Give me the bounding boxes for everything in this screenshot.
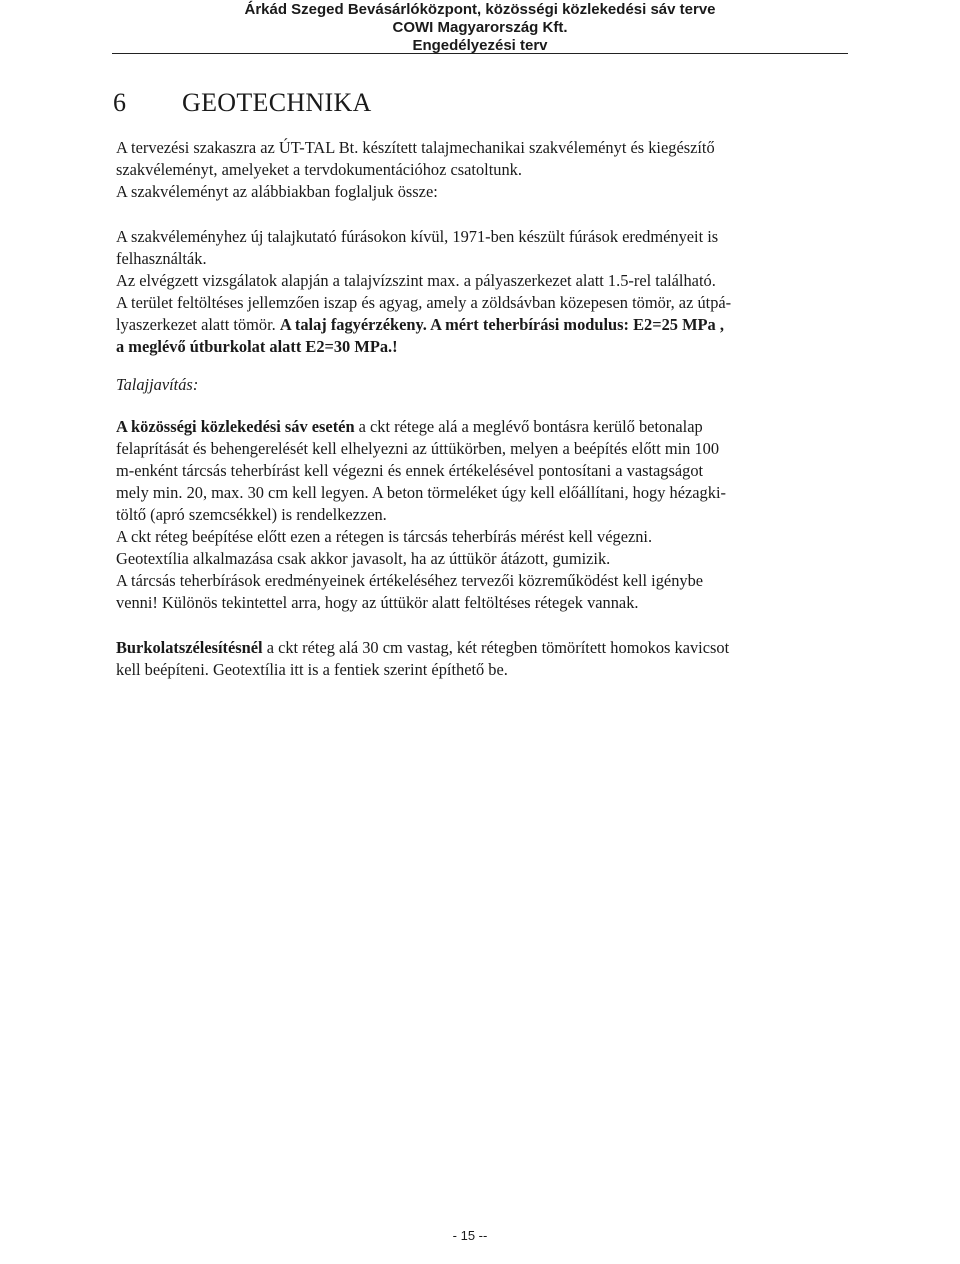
existing-pavement-modulus: a meglévő útburkolat alatt E2=30 MPa. <box>116 337 393 356</box>
text-line <box>116 314 846 336</box>
text-line: A terület feltöltéses jellemzően iszap és agyag, amely a zöldsávban közepesen tömör, az útpá- <box>116 293 732 312</box>
text-line: A ckt réteg beépítése előtt ezen a rétegen is tárcsás teherbírás mérést kell végezni. <box>116 527 653 546</box>
text-run: a ckt rétege alá a meglévő bontásra kerülő betonalap <box>354 417 703 436</box>
findings-paragraph <box>116 226 846 358</box>
text-line: Geotextília alkalmazása csak akkor javasolt, ha az úttükör átázott, gumizik. <box>116 549 611 568</box>
text-run: ! <box>392 337 398 356</box>
text-run: a ckt réteg alá 30 cm vastag, két rétegben tömörített homokos kavicsot <box>262 638 730 657</box>
bus-lane-term: A közösségi közlekedési sáv esetén <box>116 417 355 436</box>
text-line <box>116 637 846 659</box>
header-doc-type: Engedélyezési terv <box>412 37 548 54</box>
text-line <box>116 416 846 438</box>
widening-term: Burkolatszélesítésnél <box>116 638 263 657</box>
text-line <box>116 336 846 358</box>
widening-paragraph <box>116 637 846 681</box>
frost-sensitivity-note: A talaj fagyérzékeny. <box>279 315 427 334</box>
page-header <box>112 0 848 55</box>
text-line: mely min. 20, max. 30 cm kell legyen. A beton törmeléket úgy kell előállítani, hogy hézagki- <box>116 483 726 502</box>
text-line: töltő (apró szemcsékkel) is rendelkezzen. <box>116 505 387 524</box>
bearing-modulus-note: A mért teherbírási modulus: E2=25 MPa , <box>426 315 724 334</box>
text-line: venni! Különös tekintettel arra, hogy az úttükör alatt feltöltéses rétegek vannak. <box>116 593 639 612</box>
text-line: Az elvégzett vizsgálatok alapján a talajvízszint max. a pályaszerkezet alatt 1.5-rel található. <box>116 271 716 290</box>
section-title: GEOTECHNIKA <box>182 88 372 117</box>
intro-paragraph <box>116 137 846 203</box>
header-project-title: Árkád Szeged Bevásárlóközpont, közösségi közlekedési sáv terve <box>244 1 716 18</box>
header-company: COWI Magyarország Kft. <box>392 19 568 36</box>
improvement-label-block <box>116 374 846 396</box>
text-line: szakvéleményt, amelyeket a tervdokumentációhoz csatoltunk. <box>116 160 522 179</box>
text-line: A szakvéleményt az alábbiakban foglaljuk össze: <box>116 182 438 201</box>
text-run: lyaszerkezet alatt tömör. <box>116 315 280 334</box>
subsection-label: Talajjavítás: <box>116 375 199 394</box>
page-number: - 15 -- <box>452 1228 488 1243</box>
text-line: A tárcsás teherbírások eredményeinek értékeléséhez tervezői közreműködést kell igénybe <box>116 571 704 590</box>
text-line: A tervezési szakaszra az ÚT-TAL Bt. készített talajmechanikai szakvéleményt és kiegészítő <box>116 138 715 157</box>
text-line: m-enként tárcsás teherbírást kell végezni és ennek értékelésével pontosítani a vastagságot <box>116 461 704 480</box>
text-line: felhasználták. <box>116 249 207 268</box>
text-line: felaprítását és behengerelését kell elhelyezni az úttükörben, melyen a beépítés előtt min 100 <box>116 439 720 458</box>
section-number: 6 <box>113 88 127 117</box>
text-line: A szakvéleményhez új talajkutató fúrásokon kívül, 1971-ben készült fúrások eredményeit is <box>116 227 719 246</box>
improvement-paragraph <box>116 416 846 614</box>
header-divider <box>112 53 848 54</box>
section-heading <box>113 88 372 118</box>
text-line: kell beépíteni. Geotextília itt is a fentiek szerint építhető be. <box>116 660 508 679</box>
